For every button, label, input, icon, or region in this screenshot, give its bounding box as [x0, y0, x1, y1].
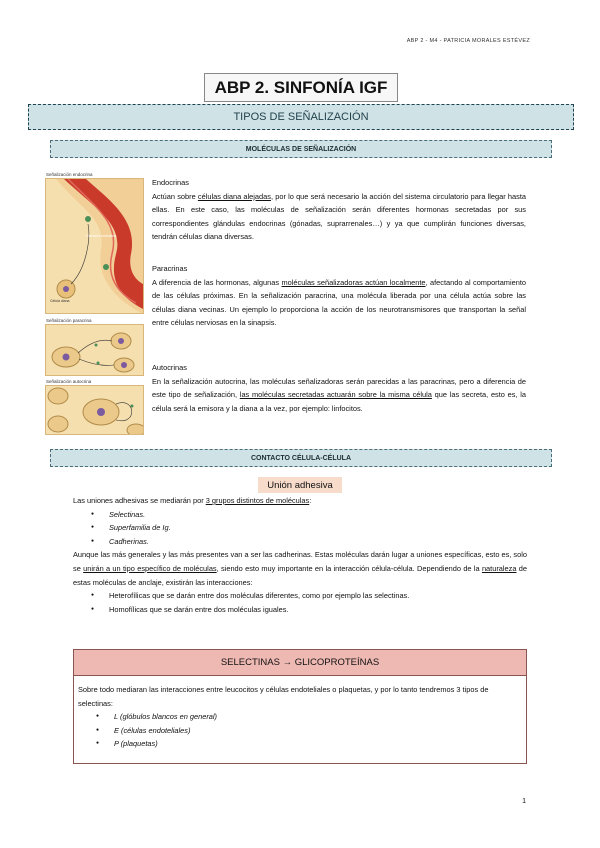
paracrine-text-1: A diferencia de las hormonas, algunas — [152, 277, 282, 287]
section-banner: TIPOS DE SEÑALIZACIÓN — [28, 104, 574, 130]
autocrine-heading: Autocrinas — [152, 363, 187, 372]
selectin-type-e: E (células endoteliales) — [114, 725, 191, 735]
molecule-list — [91, 508, 527, 549]
list-item — [96, 710, 522, 724]
figure-label-gland: Glándula endocrina — [86, 234, 117, 238]
list-item: ● Heterofílicas que se darán entre dos moléculas diferentes, como por ejemplo las selectinas. — [91, 589, 527, 603]
union-p-text-2: , siendo esto muy importante en la interacción célula-célula. Dependiendo de la — [216, 563, 482, 573]
molecule-cadherins: Cadherinas. — [109, 536, 149, 546]
figure-autocrine — [45, 385, 144, 435]
union-intro — [73, 494, 527, 508]
union-p-underline-2: naturaleza — [481, 563, 517, 573]
selectins-intro: Sobre todo mediaran las interacciones entre leucocitos y células endoteliales o plaquetas, y por lo tanto tendremos 3 tipos de selectinas: — [78, 685, 489, 708]
figure-endocrine — [45, 178, 144, 314]
union-intro-text: Las uniones adhesivas se mediarán por — [73, 496, 206, 505]
interaction-list — [91, 589, 527, 616]
list-item — [96, 737, 522, 751]
list-item — [91, 508, 527, 522]
figure-caption-endocrine: Señalización endocrina — [46, 172, 93, 177]
paracrine-illustration — [46, 325, 143, 375]
union-section — [73, 494, 527, 616]
selectins-header: SELECTINAS → GLICOPROTEÍNAS — [73, 649, 527, 676]
endocrine-text-1: Actúan sobre — [152, 191, 198, 201]
selectin-type-l: L (glóbulos blancos en general) — [114, 712, 217, 722]
figure-label-target: Célula diana — [50, 299, 70, 303]
autocrine-text-2: que las secreta, esto es, la célula será la emisora y la diana a la vez, por ejemplo: linfocitos. — [152, 390, 526, 413]
molecule-selectins: Selectinas. — [109, 509, 146, 519]
section-paracrine — [152, 262, 526, 330]
page-number: 1 — [522, 798, 526, 805]
selectin-types-list — [96, 710, 522, 751]
paracrine-heading: Paracrinas — [152, 264, 188, 273]
header-author: ABP 2 - M4 - PATRICIA MORALES ESTÉVEZ — [406, 38, 530, 44]
page-title: ABP 2. SINFONÍA IGF — [204, 73, 398, 102]
endocrine-underline: células diana alejadas — [197, 191, 271, 201]
list-item: ● Homofílicas que se darán entre dos moléculas iguales. — [91, 603, 527, 617]
section-autocrine — [152, 361, 526, 415]
list-item — [91, 521, 527, 535]
subsection-signaling-molecules: MOLÉCULAS DE SEÑALIZACIÓN — [50, 140, 552, 158]
union-intro-underline: 3 grupos distintos de moléculas — [205, 496, 310, 505]
union-p-text-1: Aunque las más generales y las más presentes van a ser las cadherinas. Estas moléculas darán lugar a uniones específicas, esto es, solo se — [73, 550, 527, 573]
figure-paracrine — [45, 324, 144, 376]
union-paragraph — [73, 548, 527, 589]
selectins-body — [73, 676, 527, 764]
list-item — [96, 724, 522, 738]
subsection-cell-contact: CONTACTO CÉLULA-CÉLULA — [50, 449, 552, 467]
union-p-underline-1: unirán a un tipo específico de moléculas — [83, 563, 217, 573]
endocrine-text-2: , por lo que será necesario la acción del sistema circulatorio para llegar hasta ellas. En este caso, las moléculas de señalización serán diferentes hormonas secretadas por sus correspondientes glándulas endocrinas (gónadas, suprarrenales…) y ya que cumplirán funciones diversas, tendrán células diana diversas. — [152, 191, 527, 242]
selectin-type-p: P (plaquetas) — [114, 739, 158, 749]
section-endocrine — [152, 176, 526, 244]
union-p-text-3: de estas moléculas de anclaje, existirán las interacciones: — [73, 563, 527, 587]
autocrine-illustration — [46, 386, 143, 434]
endocrine-illustration — [46, 179, 143, 313]
endocrine-heading: Endocrinas — [152, 178, 189, 187]
molecule-ig-superfamily: Superfamilia de Ig. — [109, 523, 171, 533]
paracrine-text-2: , afectando al comportamiento de las células próximas. En la señalización paracrina, una molécula liberada por una célula actúa sobre las células diana vecinas. Un ejemplo lo proporciona la acción de los neurotransmisores que transportan la señal entre células nerviosas en la sinapsis. — [152, 277, 526, 328]
figure-caption-autocrine: Señalización autocrina — [46, 379, 92, 384]
paracrine-underline: moléculas señalizadoras actúan localmente — [281, 277, 426, 287]
figure-caption-paracrine: Señalización paracrina — [46, 318, 92, 323]
adhesive-union-label: Unión adhesiva — [258, 477, 342, 493]
list-item — [91, 535, 527, 549]
autocrine-underline: las moléculas secretadas actuarán sobre la misma célula — [239, 390, 432, 400]
union-intro-colon: : — [309, 496, 312, 505]
autocrine-text-1: En la señalización autocrina, las moléculas señalizadoras serán parecidas a las paracrinas, pero a diferencia de este tipo de señalización, — [152, 376, 526, 400]
